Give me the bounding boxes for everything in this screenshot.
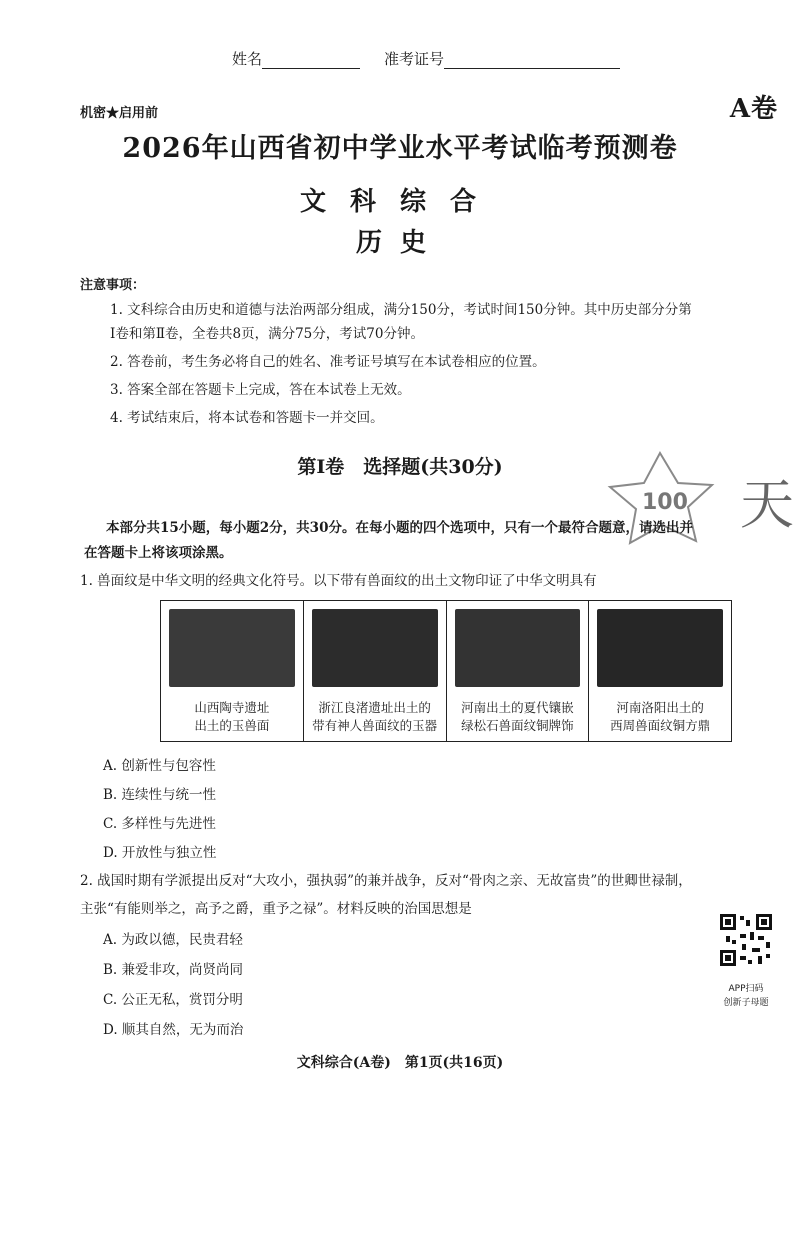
notes-heading: 注意事项： [80,278,146,293]
artifact-caption: 山西陶寺遗址 出土的玉兽面 [194,700,270,733]
q2-option-a: A. 为政以德，民贵君轻 [103,932,243,948]
q1-option-d: D. 开放性与独立性 [103,845,217,861]
artifact-cell [447,601,590,741]
section-instructions [84,515,784,541]
artifact-cell [589,601,731,741]
volume-badge: A卷 [729,94,778,124]
q2-option-d: D. 顺其自然，无为而治 [103,1022,244,1038]
question-1-stem: 1. 兽面纹是中华文明的经典文化符号。以下带有兽面纹的出土文物印证了中华文明具有 [80,573,597,589]
artifact-caption: 浙江良渚遗址出土的 带有神人兽面纹的玉器 [312,700,438,733]
q2-option-c: C. 公正无私，赏罚分明 [103,992,243,1008]
qr-caption: APP扫码 创新子母题 [723,984,769,1008]
name-field [232,48,360,69]
intro-line1: 本部分共15小题，每小题2分，共30分。在每小题的四个选项中，只有一个最符合题意，请选出并 [106,520,693,536]
page-footer: 文科综合(A卷) 第1页(共16页) [296,1055,504,1071]
subject-title: 文科综合 [299,187,500,217]
name-blank [262,54,360,69]
section-title: 第Ⅰ卷 选择题(共30分) [297,456,503,478]
subsubject-title: 历史 [355,228,444,258]
note-item: 2. 答卷前，考生务必将自己的姓名、准考证号填写在本试卷相应的位置。 [110,354,546,370]
artifact-photo [312,609,438,687]
artifact-photo [455,609,581,687]
artifact-cell [304,601,447,741]
name-label: 姓名 [232,50,263,68]
exam-id-blank [444,54,620,69]
stamp-text: 100 [642,490,688,515]
artifact-photo [169,609,295,687]
note-item: 3. 答案全部在答题卡上完成，答在本试卷上无效。 [110,382,411,398]
secret-label: 机密★启用前 [80,106,159,121]
question-2-stem-1: 2. 战国时期有学派提出反对“大攻小，强执弱”的兼并战争，反对“骨肉之亲、无故富贵”的世卿世禄制， [80,873,692,889]
artifact-caption: 河南洛阳出土的 西周兽面纹铜方鼎 [610,700,711,733]
watermark-stamp [600,445,800,565]
q1-option-c: C. 多样性与先进性 [103,816,216,832]
note-item: Ⅰ卷和第Ⅱ卷，全卷共8页，满分75分，考试70分钟。 [110,326,424,342]
q1-option-b: B. 连续性与统一性 [103,787,217,803]
artifact-caption: 河南出土的夏代镶嵌 绿松石兽面纹铜牌饰 [461,700,574,733]
qr-code-icon[interactable] [718,912,774,968]
q2-option-b: B. 兼爱非攻，尚贤尚同 [103,962,244,978]
note-item: 4. 考试结束后，将本试卷和答题卡一并交回。 [110,410,384,426]
note-item: 1. 文科综合由历史和道德与法治两部分组成，满分150分，考试时间150分钟。其中历史部分分第 [110,302,692,318]
page-title: 2026年山西省初中学业水平考试临考预测卷 [122,133,678,164]
stamp-char: 天 [740,473,794,536]
artifact-photo [597,609,723,687]
exam-id-label: 准考证号 [384,50,445,68]
q1-option-a: A. 创新性与包容性 [103,758,216,774]
artifact-image-table [160,600,732,742]
star-stamp-icon [600,445,800,565]
intro-line2: 在答题卡上将该项涂黑。 [84,545,233,561]
artifact-cell [161,601,304,741]
exam-id-field [384,48,620,69]
question-2-stem-2: 主张“有能则举之，高予之爵，重予之禄”。材料反映的治国思想是 [80,901,472,917]
